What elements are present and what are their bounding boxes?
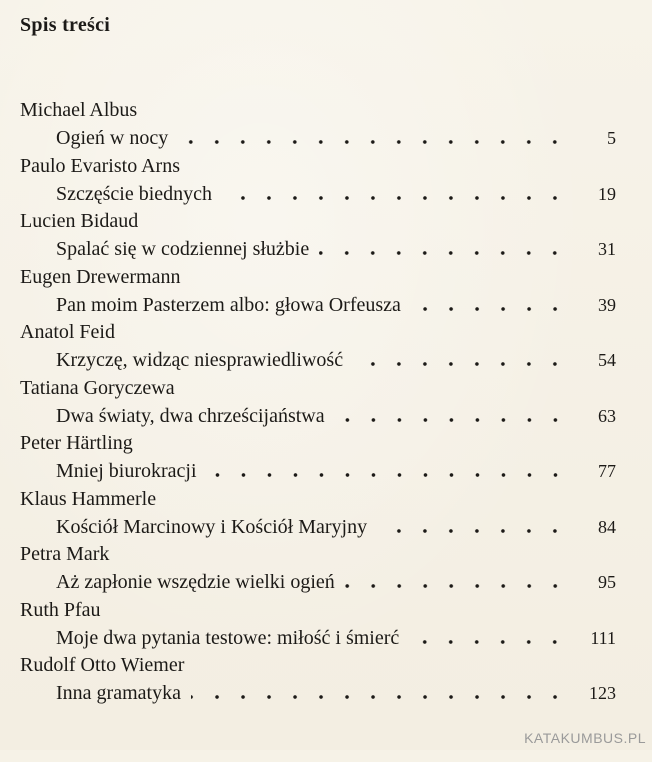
entry-line xyxy=(56,513,616,541)
entry-author: Klaus Hammerle xyxy=(20,488,157,510)
page-title: Spis treści xyxy=(20,14,111,36)
entry-page-number: 111 xyxy=(590,628,616,648)
entry-page-number: 5 xyxy=(607,128,616,148)
entry-line xyxy=(56,624,616,652)
dot-leader xyxy=(319,251,568,255)
entry-page-number: 77 xyxy=(598,461,616,481)
entry-line xyxy=(56,180,616,208)
entry-author: Rudolf Otto Wiemer xyxy=(20,654,185,676)
entry-author: Eugen Drewermann xyxy=(20,266,181,288)
entry-line xyxy=(56,457,616,485)
dot-leader xyxy=(335,418,568,422)
dot-leader xyxy=(178,140,568,144)
entry-author: Tatiana Goryczewa xyxy=(20,377,175,399)
entry-author: Michael Albus xyxy=(20,99,138,121)
entry-line xyxy=(56,568,616,596)
entry-author: Lucien Bidaud xyxy=(20,210,139,232)
entry-title: Inna gramatyka xyxy=(56,682,181,704)
entry-page-number: 95 xyxy=(598,572,616,592)
entry-title: Mniej biurokracji xyxy=(56,460,197,482)
dot-leader xyxy=(411,307,568,311)
dot-leader xyxy=(409,640,568,644)
dot-leader xyxy=(377,529,568,533)
entry-page-number: 63 xyxy=(598,406,616,426)
entry-title: Dwa światy, dwa chrześcijaństwa xyxy=(56,405,325,427)
entry-title: Ogień w nocy xyxy=(56,127,169,149)
entry-line xyxy=(56,291,616,319)
dot-leader xyxy=(207,473,568,477)
dot-leader xyxy=(353,362,568,366)
entry-title: Krzyczę, widząc niesprawiedliwość xyxy=(56,349,344,371)
entry-line xyxy=(56,679,616,707)
entry-page-number: 84 xyxy=(598,517,616,537)
watermark: KATAKUMBUS.PL xyxy=(524,730,646,746)
entry-title: Spalać się w codziennej służbie xyxy=(56,238,310,260)
entry-title: Pan moim Pasterzem albo: głowa Orfeusza xyxy=(56,294,401,316)
dot-leader xyxy=(222,196,568,200)
entry-title: Szczęście biednych xyxy=(56,183,213,205)
entry-author: Peter Härtling xyxy=(20,432,133,454)
entry-author: Ruth Pfau xyxy=(20,599,101,621)
entry-title: Aż zapłonie wszędzie wielki ogień xyxy=(56,571,335,593)
entry-page-number: 19 xyxy=(598,184,616,204)
entry-line xyxy=(56,235,616,263)
entry-title: Kościół Marcinowy i Kościół Maryjny xyxy=(56,516,368,538)
entry-line xyxy=(56,124,616,152)
dot-leader xyxy=(345,584,568,588)
entry-author: Anatol Feid xyxy=(20,321,115,343)
dot-leader xyxy=(191,695,568,699)
entry-line xyxy=(56,402,616,430)
entry-page-number: 31 xyxy=(598,239,616,259)
entry-page-number: 123 xyxy=(589,683,616,703)
entry-title: Moje dwa pytania testowe: miłość i śmierć xyxy=(56,627,400,649)
entry-author: Paulo Evaristo Arns xyxy=(20,155,180,177)
entry-line xyxy=(56,346,616,374)
entry-author: Petra Mark xyxy=(20,543,110,565)
entry-page-number: 39 xyxy=(598,295,616,315)
entry-page-number: 54 xyxy=(598,350,616,370)
